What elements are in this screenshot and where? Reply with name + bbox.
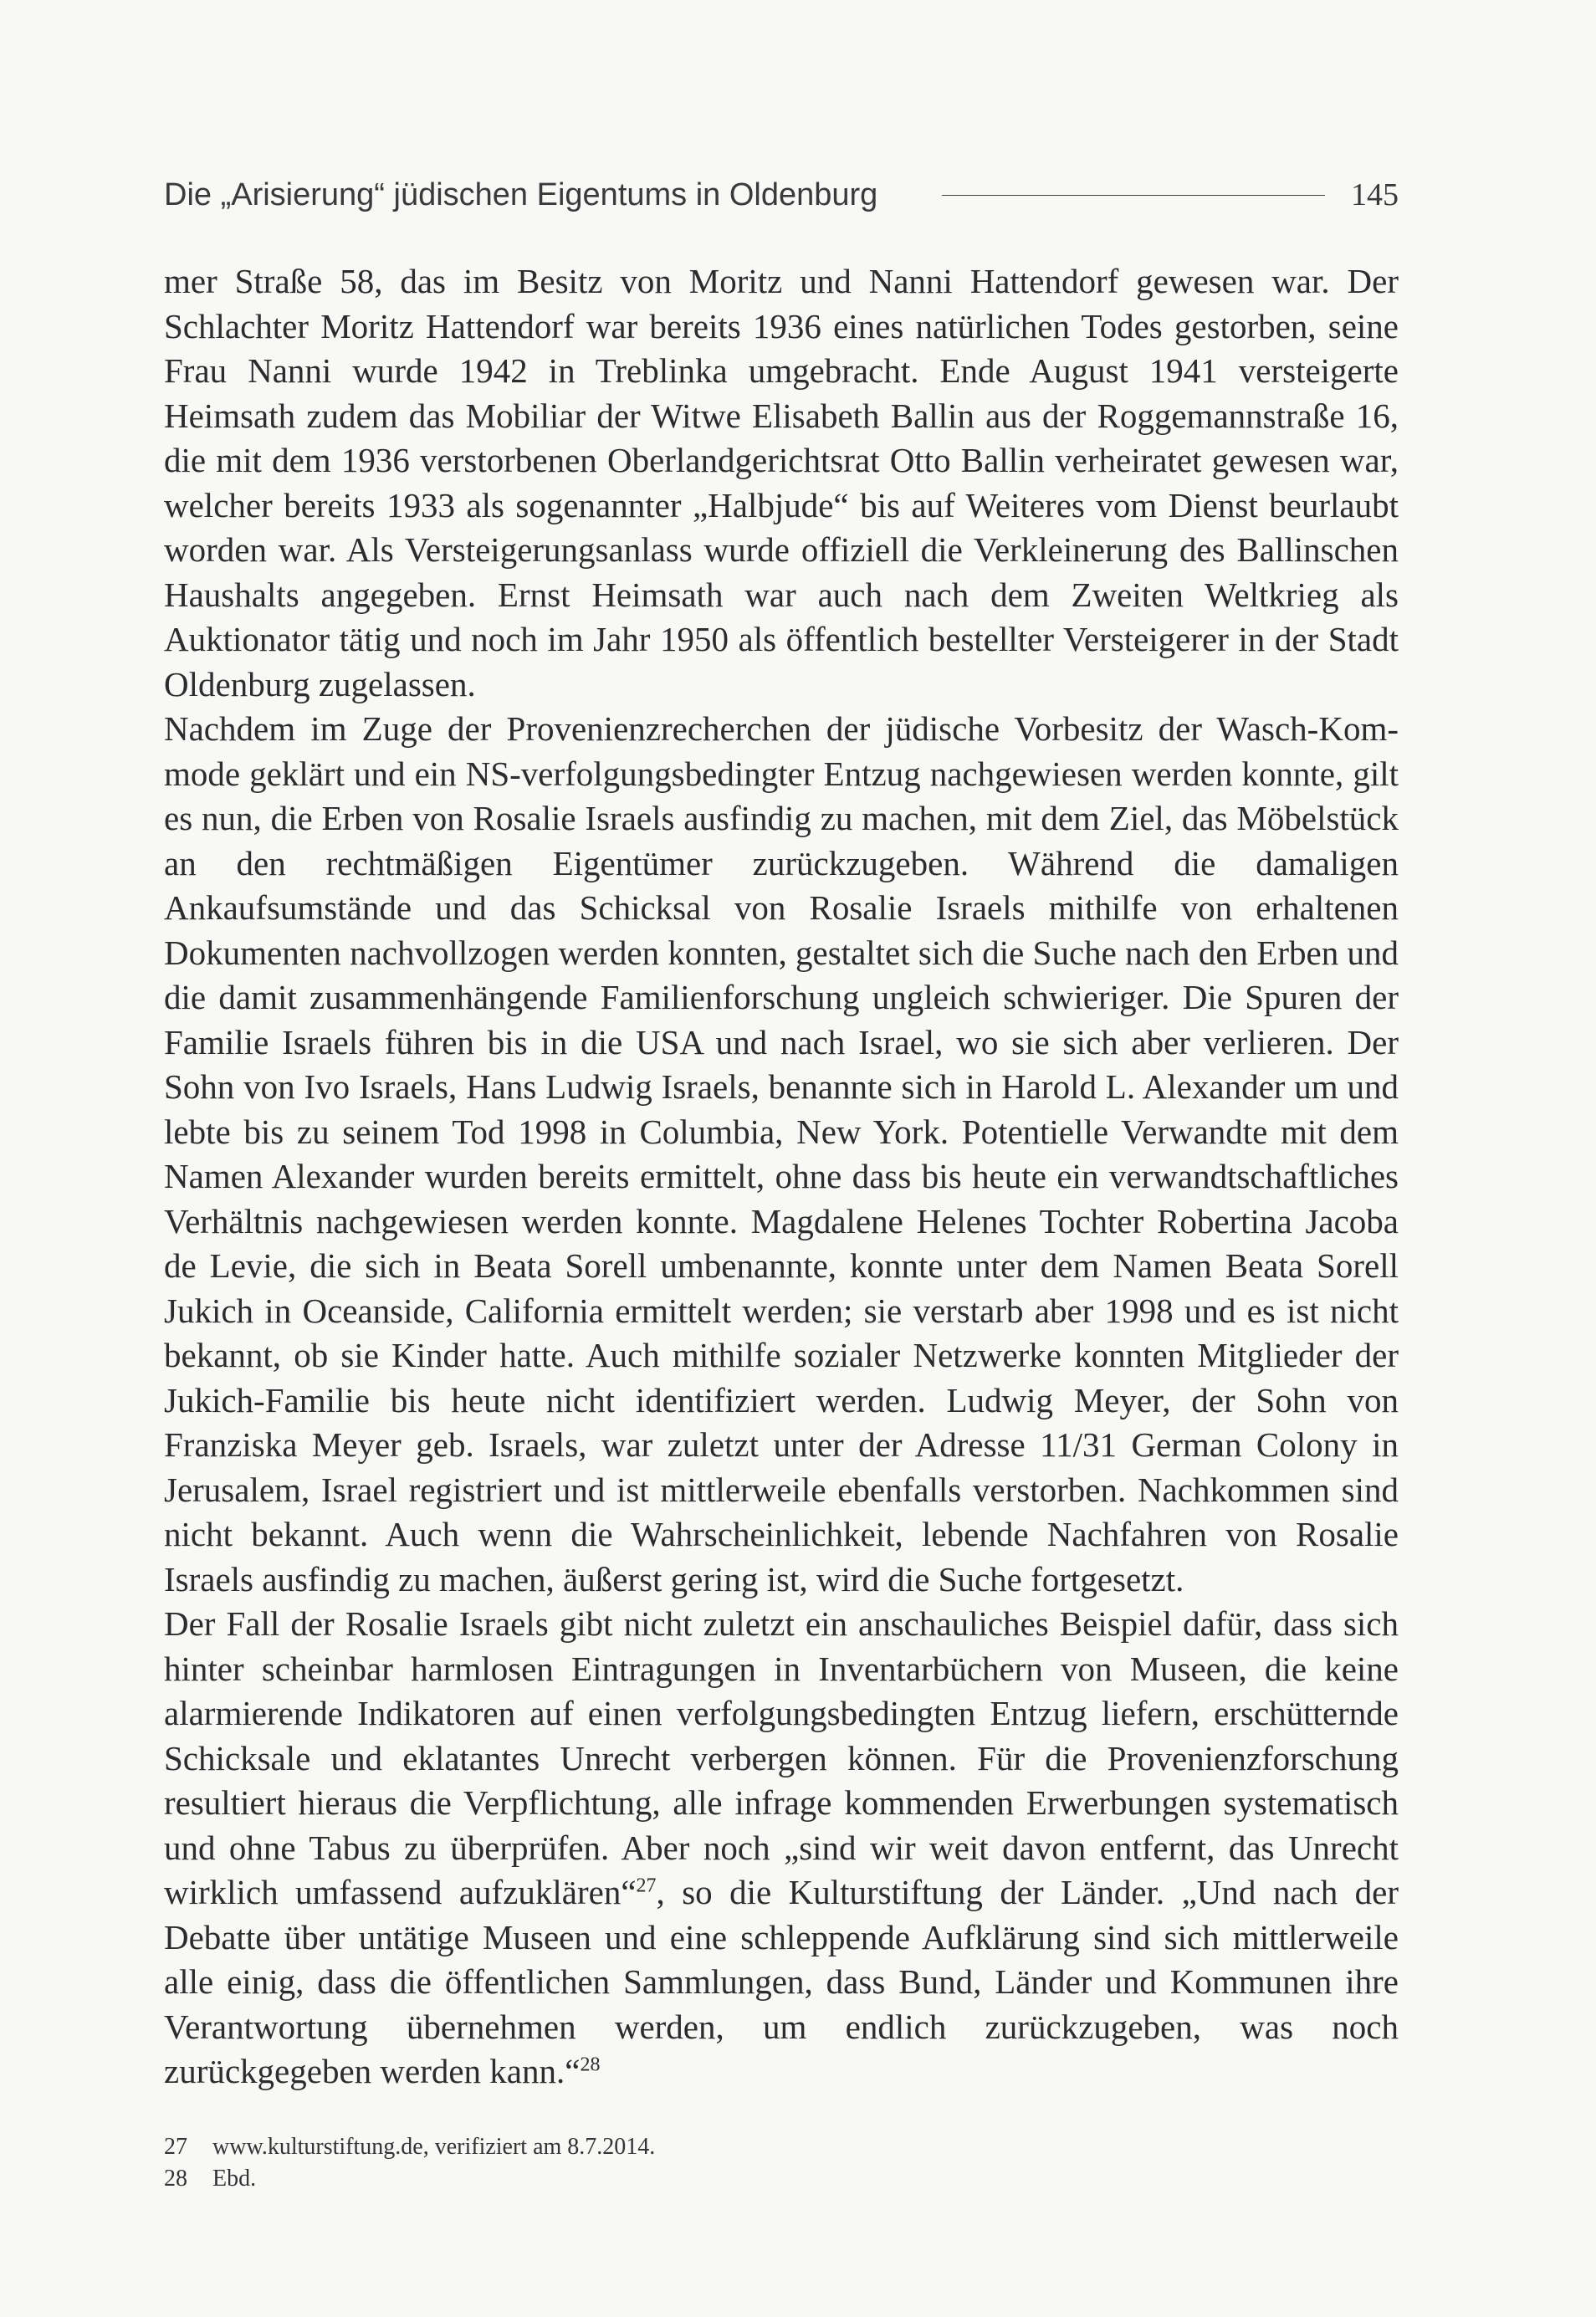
footnote [164,2131,1399,2163]
footnote-number: 28 [164,2166,187,2192]
page-number: 145 [1351,177,1399,212]
header-rule [942,195,1325,196]
body-text [164,259,1399,2095]
paragraph-text: Der Fall der Rosalie Israels gibt nicht zuletzt ein anschauliches Beispiel dafür, dass sich hinter scheinbar harmlosen Eintragungen in Inventarbüchern von Museen, die keine alarmierende Indikatoren auf einen verfolgungsbedingten Entzug liefern, erschütternde Schicksale und eklatantes Unrecht verbergen können. Für die Provenienzforschung resultiert hieraus die Verpflichtung, alle infrage kommenden Erwerbungen systematisch und ohne Tabus zu überprüfen. Aber noch „sind wir weit davon entfernt, das Unrecht wirklich umfassend aufzuklären“ [164,1604,1399,1911]
paragraph [164,1602,1399,2095]
footnote-number: 27 [164,2134,187,2160]
footnotes [164,2131,1399,2195]
footnote-text: www.kulturstiftung.de, verifiziert am 8.7.2014. [212,2134,656,2160]
paragraph: Nachdem im Zuge der Provenienzrecherchen der jüdische Vorbesitz der Wasch-Kommode geklärt und ein NS-verfolgungsbedingter Entzug nachgewiesen werden konnte, gilt es nun, die Erben von Rosalie Israels ausfindig zu machen, mit dem Ziel, das Möbelstück an den rechtmäßigen Eigentümer zurückzugeben. Während die damaligen Ankaufsumstände und das Schicksal von Rosalie Israels mithilfe von erhaltenen Dokumenten nachvollzogen werden konnten, gestaltet sich die Suche nach den Erben und die damit zusammenhängende Familienforschung ungleich schwieriger. Die Spuren der Familie Israels führen bis in die USA und nach Israel, wo sie sich aber verlieren. Der Sohn von Ivo Israels, Hans Ludwig Israels, benannte sich in Harold L. Alexander um und lebte bis zu seinem Tod 1998 in Columbia, New York. Potentielle Verwandte mit dem Namen Alexander wurden bereits ermittelt, ohne dass bis heute ein verwandtschaftliches Verhältnis nachgewiesen werden konnte. Magdalene Helenes Tochter Robertina Jacoba de Levie, die sich in Beata Sorell umbenannte, konnte unter dem Namen Beata Sorell Jukich in Oceanside, California ermittelt werden; sie verstarb aber 1998 und es ist nicht bekannt, ob sie Kinder hatte. Auch mithilfe sozialer Netzwerke konnten Mitglieder der Jukich-Familie bis heute nicht identifiziert werden. Ludwig Meyer, der Sohn von Franziska Meyer geb. Israels, war zuletzt unter der Adresse 11/31 German Colony in Jerusalem, Israel registriert und ist mittlerweile ebenfalls verstorben. Nachkommen sind nicht bekannt. Auch wenn die Wahrscheinlichkeit, lebende Nachfahren von Rosalie Israels ausfindig zu machen, äußerst gering ist, wird die Suche fortgesetzt. [164,709,1399,1598]
footnote-text: Ebd. [212,2166,257,2192]
running-title: Die „Arisierung“ jüdischen Eigentums in Oldenburg [164,176,878,212]
paragraph-text: , so die Kulturstiftung der Länder. „Und nach der Debatte über untätige Museen und eine schleppende Aufklärung sind sich mittlerweile alle einig, dass die öffentlichen Sammlungen, dass Bund, Länder und Kommunen ihre Verantwortung übernehmen werden, um endlich zurückzugeben, was noch zurückgegeben werden kann.“ [164,1873,1399,2090]
running-head [164,171,1399,218]
footnote-reference: 27 [636,1875,657,1897]
footnote-reference: 28 [580,2054,601,2076]
paragraph: mer Straße 58, das im Besitz von Moritz und Nanni Hattendorf gewesen war. Der Schlachter Moritz Hattendorf war bereits 1936 eines natürlichen Todes gestorben, seine Frau Nanni wurde 1942 in Treblinka umgebracht. Ende August 1941 versteigerte Heimsath zudem das Mobiliar der Witwe Elisabeth Ballin aus der Roggemannstraße 16, die mit dem 1936 verstorbenen Oberlandgerichtsrat Otto Ballin verheiratet gewesen war, welcher bereits 1933 als sogenannter „Halbjude“ bis auf Weiteres vom Dienst beurlaubt worden war. Als Versteigerungsanlass wurde offiziell die Verkleinerung des Ballinschen Haushalts angegeben. Ernst Heimsath war auch nach dem Zweiten Weltkrieg als Auktionator tätig und noch im Jahr 1950 als öffentlich bestellter Versteigerer in der Stadt Oldenburg zugelassen. [164,262,1399,703]
footnote [164,2163,1399,2195]
